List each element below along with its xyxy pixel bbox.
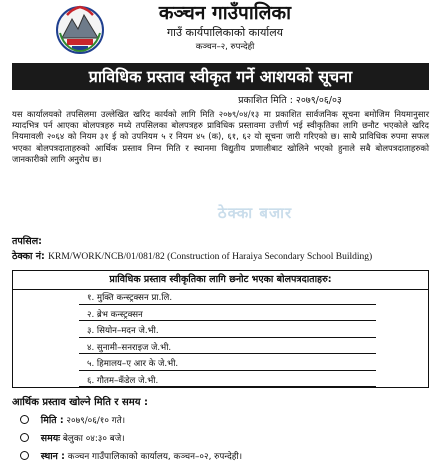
opening-time-value: बेलुका ०४:३० बजे। — [62, 434, 125, 444]
office-title: कञ्चन गाउँपालिका — [158, 2, 292, 24]
bidders-list — [13, 290, 428, 389]
watermark-text: ठेक्का बजार — [217, 204, 293, 222]
opening-time-row — [20, 432, 125, 446]
list-item: २. ब्रेभ कन्स्ट्रक्सन — [13, 307, 428, 324]
opening-date-row — [20, 414, 125, 428]
contract-label: ठेक्का नं: — [12, 251, 45, 262]
government-emblem-icon — [54, 3, 106, 55]
opening-heading: आर्थिक प्रस्ताव खोल्ने मिति र समय : — [12, 397, 149, 408]
office-subtitle: गाउँ कार्यपालिकाको कार्यालय — [166, 26, 284, 39]
opening-date-value: २०७९/०६/१० गते। — [66, 416, 126, 426]
list-item: ४. सुनामी–सनराइज जे.भी. — [13, 340, 428, 357]
bidders-table — [12, 270, 429, 388]
list-item: ५. हिमालय–ए आर के जे.भी. — [13, 356, 428, 373]
contract-number: KRM/WORK/NCB/01/081/82 (Construction of Haraiya Secondary School Building) — [48, 252, 373, 262]
opening-place-row — [20, 450, 242, 464]
opening-time-label: समयः — [40, 433, 61, 444]
bullet-circle-icon — [20, 451, 29, 460]
list-item: ३. सियोन–मदन जे.भी. — [13, 323, 428, 340]
tapsil-label: तपसिल: — [12, 236, 42, 247]
opening-place-value: कञ्चन गाउँपालिकाको कार्यालय, कञ्चन–०२, रुपन्देही। — [67, 452, 243, 462]
opening-date-label: मिति : — [40, 415, 64, 426]
bullet-circle-icon — [20, 415, 29, 424]
list-item: ६. गौतम–कँडेल जे.भी. — [13, 373, 428, 390]
contract-line — [12, 251, 372, 263]
published-date: प्रकाशित मिति : २०७९/०६/०३ — [238, 95, 342, 106]
list-item: १. मुक्ति कन्स्ट्रक्सन प्रा.लि. — [13, 290, 428, 307]
notice-title: प्राविधिक प्रस्ताव स्वीकृत गर्ने आशयको सूचना — [12, 63, 429, 90]
notice-body: यस कार्यालयको तपसिलमा उल्लेखित खरिद कार्यको लागि मिति २०७९/०४/१३ मा प्रकाशित सार्वजनिक सूचना बमोजिम नियमानुसार म्यादभित्र पर्न आएका बोलपत्रहरु मध्ये तपसिलका बोलपत्रहरु प्राविधिक प्रस्तावमा उत्तीर्ण भई स्वीकृतिका लागि छनौट भएकोले खरिद नियमावली २०६४ को नियम ३१ ई को उपनियम ५ र नियम ४५ (क), ६१, ६२ यो सूचना जारी गरिएको छ। साथै प्राविधिक रुपमा सफल भएका बोलपत्रदाताहरुको आर्थिक प्रस्ताव निम्न मिति र स्थानमा विद्युतीय प्रणालीबाट खोलिने भएको हुनाले सबै बोलपत्रदाताहरुको जानकारीको लागि अनुरोध छ। — [12, 109, 429, 164]
bidders-heading: प्राविधिक प्रस्ताव स्वीकृतिका लागि छनोट भएका बोलपत्रदाताहरु: — [13, 271, 428, 290]
bullet-circle-icon — [20, 433, 29, 442]
office-address: कञ्चन–२, रुपन्देही — [195, 42, 255, 52]
opening-place-label: स्थान : — [40, 451, 65, 462]
